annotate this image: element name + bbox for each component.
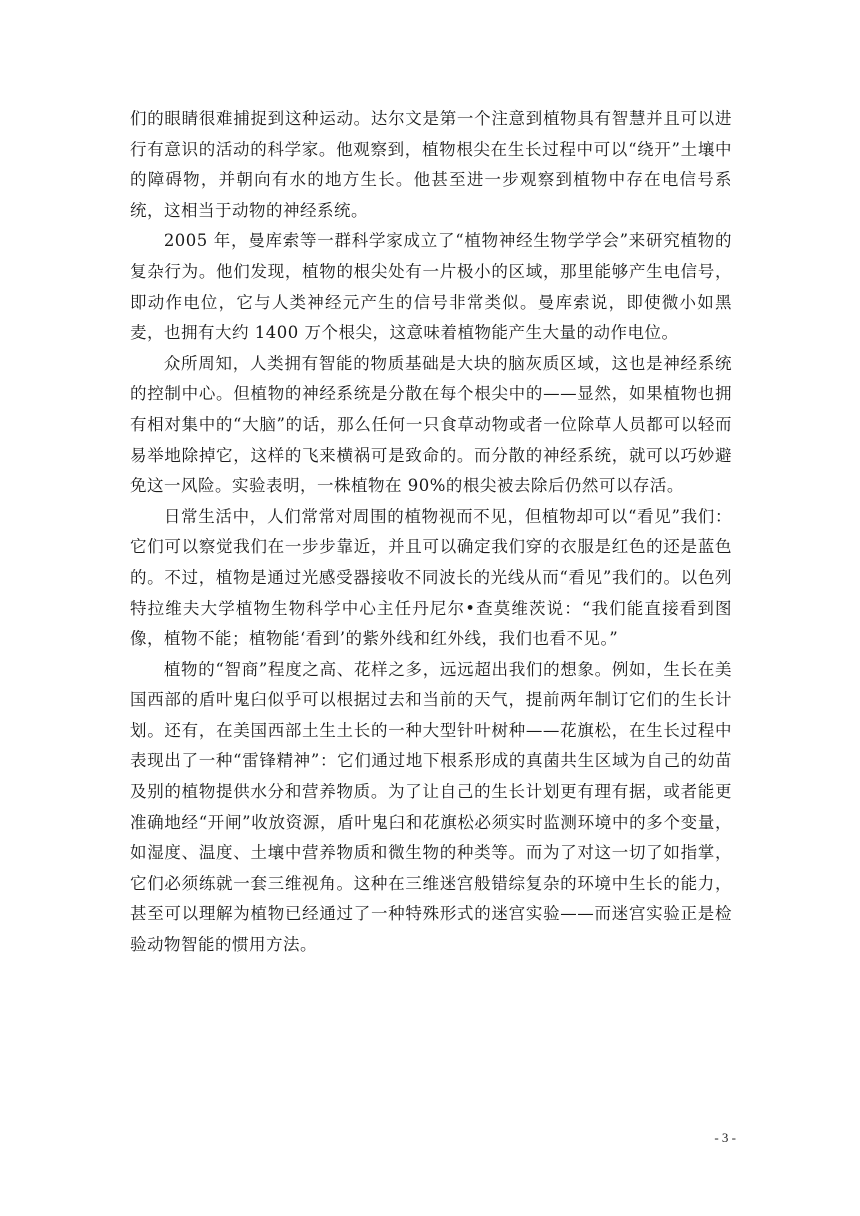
document-body xyxy=(130,104,732,961)
paragraph: 2005 年，曼库索等一群科学家成立了“植物神经生物学学会”来研究植物的复杂行为。他们发现，植物的根尖处有一片极小的区域，那里能够产生电信号，即动作电位，它与人类神经元产生的信号非常类似。曼库索说，即使微小如黑麦，也拥有大约 1400 万个根尖，这意味着植物能产生大量的动作电位。 xyxy=(130,231,732,343)
paragraph-continuation: 们的眼睛很难捕捉到这种运动。达尔文是第一个注意到植物具有智慧并且可以进行有意识的活动的科学家。他观察到，植物根尖在生长过程中可以“绕开”土壤中的障碍物，并朝向有水的地方生长。他甚至进一步观察到植物中存在电信号系统，这相当于动物的神经系统。 xyxy=(130,109,732,220)
paragraph: 众所周知，人类拥有智能的物质基础是大块的脑灰质区域，这也是神经系统的控制中心。但植物的神经系统是分散在每个根尖中的——显然，如果植物也拥有相对集中的“大脑”的话，那么任何一只食草动物或者一位除草人员都可以轻而易举地除掉它，这样的飞来横祸可是致命的。而分散的神经系统，就可以巧妙避免这一风险。实验表明，一株植物在 90%的根尖被去除后仍然可以存活。 xyxy=(130,353,732,496)
paragraph: 日常生活中，人们常常对周围的植物视而不见，但植物却可以“看见”我们：它们可以察觉我们在一步步靠近，并且可以确定我们穿的衣服是红色的还是蓝色的。不过，植物是通过光感受器接收不同波长的光线从而“看见”我们的。以色列特拉维夫大学植物生物科学中心主任丹尼尔•查莫维茨说：“我们能直接看到图像，植物不能；植物能‘看到’的紫外线和红外线，我们也看不见。” xyxy=(130,506,732,649)
page-number: - 3 - xyxy=(714,1130,736,1145)
paragraph: 植物的“智商”程度之高、花样之多，远远超出我们的想象。例如，生长在美国西部的盾叶鬼臼似乎可以根据过去和当前的天气，提前两年制订它们的生长计划。还有，在美国西部土生土长的一种大型针叶树种——花旗松，在生长过程中表现出了一种“雷锋精神”：它们通过地下根系形成的真菌共生区域为自己的幼苗及别的植物提供水分和营养物质。为了让自己的生长计划更有理有据，或者能更准确地经“开闸”收放资源，盾叶鬼臼和花旗松必须实时监测环境中的多个变量，如湿度、温度、土壤中营养物质和微生物的种类等。而为了对这一切了如指掌，它们必须练就一套三维视角。这种在三维迷宫般错综复杂的环境中生长的能力，甚至可以理解为植物已经通过了一种特殊形式的迷宫实验——而迷宫实验正是检验动物智能的惯用方法。 xyxy=(130,659,732,955)
